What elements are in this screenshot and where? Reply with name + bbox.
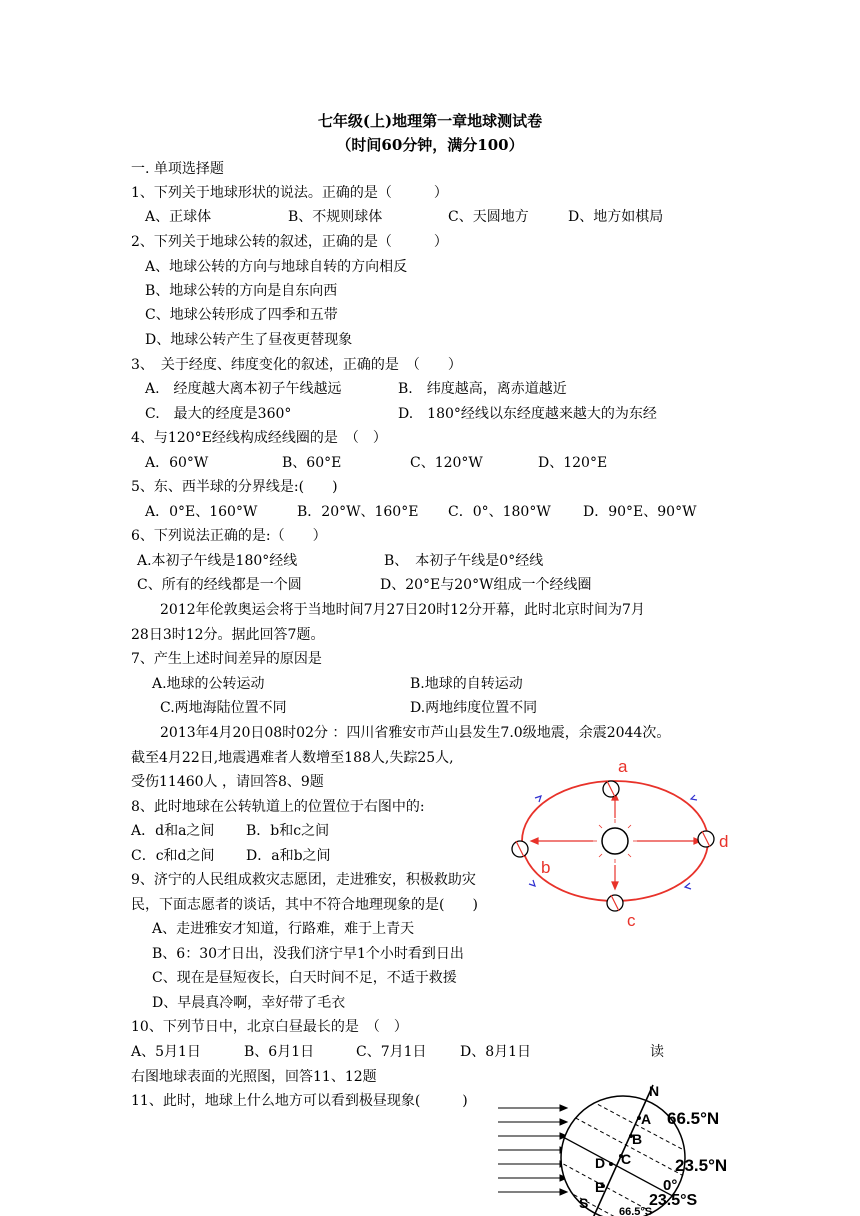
q1-option-b: B、不规则球体 bbox=[288, 209, 383, 225]
q2-option-c: C、地球公转形成了四季和五带 bbox=[145, 307, 338, 323]
q3-option-c: C. 最大的经度是360° bbox=[145, 406, 292, 422]
q1-option-d: D、地方如棋局 bbox=[568, 209, 664, 225]
passage-olympics-line2: 28日3时12分。据此回答7题。 bbox=[131, 627, 325, 643]
passage-olympics-line1: 2012年伦敦奥运会将于当地时间7月27日20时12分开幕，此时北京时间为7月 bbox=[160, 602, 645, 618]
label-point-d: D bbox=[595, 1155, 606, 1171]
q3-option-a: A. 经度越大离本初子午线越远 bbox=[145, 381, 342, 397]
q8-option-c: C．c和d之间 bbox=[131, 848, 215, 864]
q3-option-d: D. 180°经线以东经度越来越大的为东经 bbox=[398, 406, 657, 422]
label-lat-66-5n: 66.5°N bbox=[667, 1109, 720, 1128]
label-lat-23-5n: 23.5°N bbox=[675, 1156, 728, 1175]
sun-icon bbox=[602, 828, 628, 854]
label-point-c: C bbox=[621, 1151, 632, 1167]
q5-option-b: B．20°W、160°E bbox=[297, 504, 419, 520]
q11-stem: 11、此时，地球上什么地方可以看到极昼现象( ) bbox=[131, 1093, 468, 1109]
orbit-label-d: d bbox=[719, 832, 729, 851]
q1-option-a: A、正球体 bbox=[145, 209, 212, 225]
label-point-e: E bbox=[595, 1179, 605, 1195]
passage-earthquake-line3: 受伤11460人 ，请回答8、9题 bbox=[131, 774, 324, 790]
q2-option-a: A、地球公转的方向与地球自转的方向相反 bbox=[145, 259, 408, 275]
orbit-label-c: c bbox=[627, 911, 636, 930]
passage-earthquake-line2: 截至4月22日,地震遇难者人数增至188人,失踪25人, bbox=[131, 750, 454, 766]
q8-option-b: B．b和c之间 bbox=[246, 823, 330, 839]
passage-light-map: 右图地球表面的光照图，回答11、12题 bbox=[131, 1069, 377, 1085]
q2-option-b: B、地球公转的方向是自东向西 bbox=[145, 283, 338, 299]
q9-option-c: C、现在是昼短夜长，白天时间不足，不适于救援 bbox=[152, 970, 457, 986]
q7-option-b: B.地球的自转运动 bbox=[410, 676, 523, 692]
orbit-label-a: a bbox=[618, 757, 628, 776]
q9-stem-line2: 民，下面志愿者的谈话，其中不符合地理现象的是( ) bbox=[131, 897, 478, 913]
q7-option-a: A.地球的公转运动 bbox=[152, 676, 265, 692]
q2-option-d: D、地球公转产生了昼夜更替现象 bbox=[145, 332, 353, 348]
q7-option-c: C.两地海陆位置不同 bbox=[160, 700, 287, 716]
q10-option-c: C、7月1日 bbox=[356, 1044, 427, 1060]
orbit-diagram bbox=[505, 755, 745, 930]
q1-option-c: C、天圆地方 bbox=[448, 209, 529, 225]
q2-stem: 2、下列关于地球公转的叙述，正确的是（ ） bbox=[131, 234, 448, 250]
q5-option-d: D．90°E、90°W bbox=[583, 504, 697, 520]
q5-option-a: A．0°E、160°W bbox=[145, 504, 258, 520]
q8-option-d: D．a和b之间 bbox=[246, 848, 331, 864]
q9-option-d: D、早晨真冷啊，幸好带了毛衣 bbox=[152, 995, 346, 1011]
label-lat-0: 0° bbox=[663, 1177, 678, 1194]
q5-option-c: C．0°、180°W bbox=[448, 504, 551, 520]
q1-stem: 1、下列关于地球形状的说法。正确的是（ ） bbox=[131, 185, 448, 201]
illumination-diagram bbox=[495, 1080, 745, 1216]
q10-option-b: B、6月1日 bbox=[244, 1044, 315, 1060]
q6-stem: 6、下列说法正确的是:（ ） bbox=[131, 528, 327, 544]
q4-option-d: D、120°E bbox=[538, 455, 608, 471]
label-lat-23-5s: 23.5°S bbox=[649, 1192, 698, 1209]
q10-option-d: D、8月1日 bbox=[460, 1044, 532, 1060]
q6-option-a: A.本初子午线是180°经线 bbox=[137, 553, 298, 569]
label-lat-66-5s: 66.5°S bbox=[619, 1206, 653, 1216]
q4-option-a: A．60°W bbox=[145, 455, 209, 471]
q8-stem: 8、此时地球在公转轨道上的位置位于右图中的: bbox=[131, 799, 425, 815]
earth-position-a bbox=[603, 781, 619, 797]
q6-option-b: B、 本初子午线是0°经线 bbox=[384, 553, 544, 569]
sun-rays-arrows bbox=[498, 1105, 567, 1195]
label-s: S bbox=[579, 1195, 589, 1211]
q10-stem: 10、下列节日中，北京白昼最长的是 （ ） bbox=[131, 1019, 408, 1035]
page-subtitle: （时间60分钟，满分100） bbox=[336, 136, 524, 154]
earth-position-b bbox=[512, 841, 528, 857]
label-point-a: A bbox=[641, 1111, 652, 1127]
q5-stem: 5、东、西半球的分界线是:( ) bbox=[131, 479, 338, 495]
q7-stem: 7、产生上述时间差异的原因是 bbox=[131, 651, 322, 667]
q10-trailing-text: 读 bbox=[650, 1044, 664, 1060]
label-n: N bbox=[649, 1083, 660, 1099]
q6-option-c: C、所有的经线都是一个圆 bbox=[137, 577, 302, 593]
orbit-label-b: b bbox=[541, 858, 551, 877]
q4-stem: 4、与120°E经线构成经线圈的是 （ ） bbox=[131, 430, 387, 446]
q4-option-b: B、60°E bbox=[282, 455, 342, 471]
q4-option-c: C、120°W bbox=[410, 455, 483, 471]
earth-position-c bbox=[607, 895, 623, 911]
q9-option-b: B、6：30才日出，没我们济宁早1个小时看到日出 bbox=[152, 946, 464, 962]
q8-option-a: A．d和a之间 bbox=[131, 823, 215, 839]
q10-option-a: A、5月1日 bbox=[131, 1044, 201, 1060]
earth-position-d bbox=[698, 831, 714, 847]
q9-option-a: A、走进雅安才知道，行路难，难于上青天 bbox=[152, 921, 415, 937]
q3-stem: 3、 关于经度、纬度变化的叙述，正确的是 （ ） bbox=[131, 357, 462, 373]
q7-option-d: D.两地纬度位置不同 bbox=[410, 700, 538, 716]
q6-option-d: D、20°E与20°W组成一个经线圈 bbox=[380, 577, 592, 593]
section-heading: 一. 单项选择题 bbox=[131, 161, 224, 177]
page-title: 七年级(上)地理第一章地球测试卷 bbox=[317, 112, 543, 130]
q9-stem-line1: 9、济宁的人民组成救灾志愿团，走进雅安，积极救助灾 bbox=[131, 872, 476, 888]
passage-earthquake-line1: 2013年4月20日08时02分 ：四川省雅安市芦山县发生7.0级地震，余震2044次。 bbox=[160, 725, 671, 741]
q3-option-b: B. 纬度越高，离赤道越近 bbox=[398, 381, 567, 397]
label-point-b: B bbox=[632, 1131, 643, 1147]
